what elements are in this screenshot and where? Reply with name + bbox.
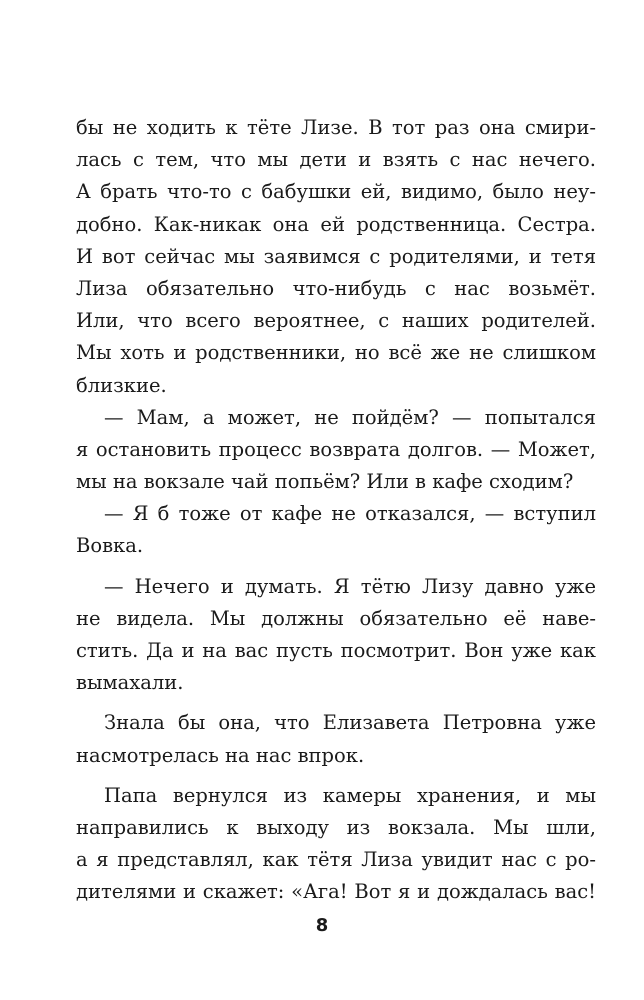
paragraph: [76, 112, 596, 402]
paragraph: [76, 780, 596, 909]
paragraph: [76, 571, 596, 700]
body-text: [76, 112, 596, 909]
text-line: лась с тем, что мы дети и взять с нас нечего.: [76, 148, 596, 172]
text-line: — Нечего и думать. Я тётю Лизу давно уже: [104, 574, 596, 598]
paragraph: [76, 402, 596, 499]
text-line: — Мам, а может, не пойдём? — попытался: [104, 405, 596, 429]
text-line: дителями и скажет: «Ага! Вот я и дождалась вас!: [76, 880, 596, 904]
text-line: А брать что-то с бабушки ей, видимо, было неу-: [76, 180, 596, 204]
text-line: близкие.: [76, 373, 167, 397]
text-line: — Я б тоже от кафе не отказался, — вступил: [104, 502, 596, 526]
text-line: а я представлял, как тётя Лиза увидит нас с ро-: [76, 848, 596, 872]
text-line: Вовка.: [76, 534, 144, 558]
text-line: Мы хоть и родственники, но всё же не слишком: [76, 341, 596, 365]
text-line: не видела. Мы должны обязательно её наве-: [76, 606, 596, 630]
text-line: Папа вернулся из камеры хранения, и мы: [104, 783, 596, 807]
text-line: насмотрелась на нас впрок.: [76, 743, 365, 767]
text-line: стить. Да и на вас пусть посмотрит. Вон уже как: [76, 639, 596, 662]
paragraph: [76, 707, 596, 771]
text-line: Лиза обязательно что-нибудь с нас возьмёт.: [76, 276, 596, 300]
text-line: И вот сейчас мы заявимся с родителями, и тетя: [76, 244, 596, 268]
text-line: мы на вокзале чай попьём? Или в кафе сходим?: [76, 470, 574, 494]
text-line: бы не ходить к тёте Лизе. В тот раз она смири-: [76, 116, 596, 139]
paragraph: [76, 498, 596, 562]
text-line: добно. Как-никак она ей родственница. Сестра.: [76, 212, 596, 236]
text-line: Или, что всего вероятнее, с наших родителей.: [76, 309, 596, 333]
text-line: вымахали.: [76, 671, 184, 695]
text-line: Знала бы она, что Елизавета Петровна уже: [104, 711, 596, 735]
text-line: я остановить процесс возврата долгов. — Может,: [76, 437, 596, 461]
page-number: 8: [315, 915, 329, 936]
text-line: направились к выходу из вокзала. Мы шли,: [76, 815, 596, 839]
